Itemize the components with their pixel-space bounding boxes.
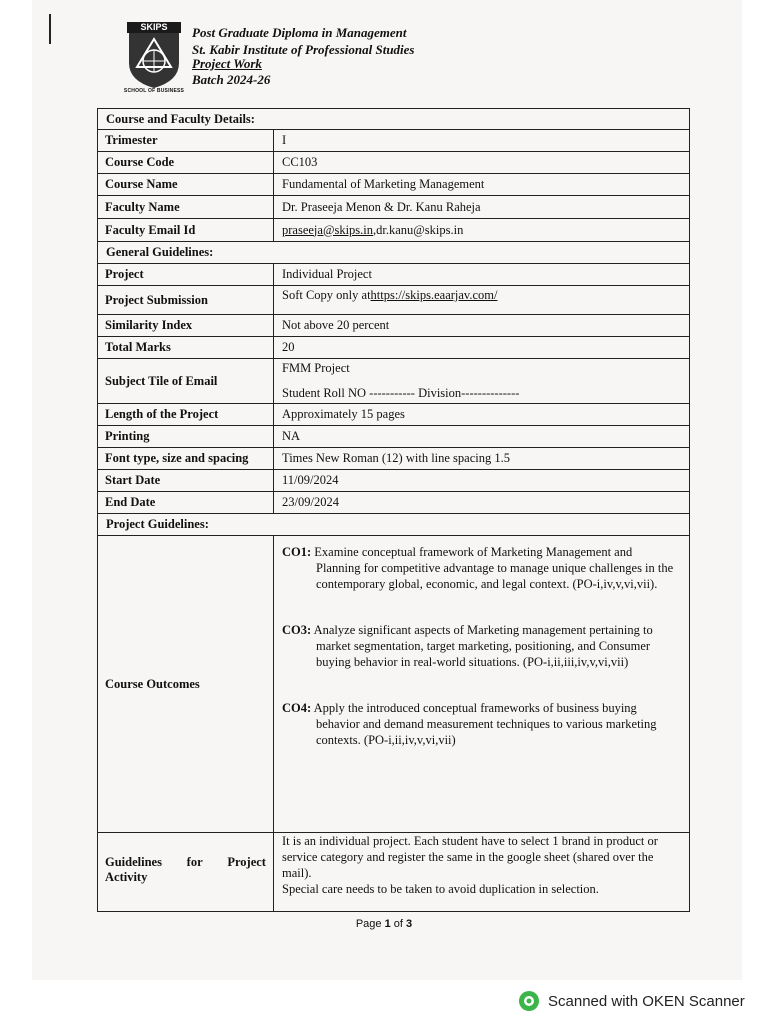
guidelines-row: [98, 832, 689, 911]
email-dr-kanu: ,dr.kanu@skips.in: [373, 222, 464, 237]
header-batch: Batch 2024-26: [192, 72, 271, 87]
table-row: End Date 23/09/2024: [98, 491, 689, 513]
course-outcomes-row: Course Outcomes CO1: Examine conceptual framework of Marketing Management and Planning for competitive advantage to manage unique challenges in the contemporary global, economic, and legal context. (PO-i,iv,v,vi,vii). CO3: Analyze significant aspects of Marketing management pertaining to market segmentation, target marketing, positioning, and Consumer buying behavior in real-world situations. (PO-i,ii,iii,iv,v,vi,vii) CO4: Apply the introduced conceptual frameworks of business buying behavior and demand measurement techniques to various marketing contexts. (PO-i,ii,iv,v,vi,vii): [98, 535, 689, 832]
section-project-guidelines: Project Guidelines:: [98, 513, 689, 535]
table-row: Project Individual Project: [98, 263, 689, 285]
logo-caption: SCHOOL OF BUSINESS: [123, 88, 185, 94]
section-course-faculty: Course and Faculty Details:: [106, 111, 255, 126]
course-outcome-co4: CO4: Apply the introduced conceptual frameworks of business buying behavior and demand measurement techniques to various marketing contexts. (PO-i,ii,iv,v,vi,vii): [282, 701, 657, 747]
section-general-guidelines: General Guidelines:: [98, 241, 689, 263]
submission-link[interactable]: https://skips.eaarjav.com/: [370, 288, 498, 302]
table-row: Project Submission Soft Copy only at https://skips.eaarjav.com/: [98, 285, 689, 314]
scanner-watermark: [518, 990, 745, 1012]
table-row: Course Code CC103: [98, 151, 689, 173]
logo-text: SKIPS: [127, 22, 181, 33]
scanner-text: Scanned with OKEN Scanner: [548, 992, 745, 1010]
table-row: Faculty Name Dr. Praseeja Menon & Dr. Kanu Raheja: [98, 195, 689, 218]
course-outcome-co1: CO1: Examine conceptual framework of Marketing Management and Planning for competitive advantage to manage unique challenges in the contemporary global, economic, and legal context. (PO-i,iv,v,vi,vii).: [282, 545, 674, 591]
table-row: Course Name Fundamental of Marketing Management: [98, 173, 689, 195]
course-outcome-co3: CO3: Analyze significant aspects of Marketing management pertaining to market segmentation, target marketing, positioning, and Consumer buying behavior in real-world situations. (PO-i,ii,iii,iv,v,vi,vii): [282, 623, 653, 669]
table-row: Trimester I: [98, 129, 689, 151]
pen-mark: [49, 14, 51, 44]
guidelines-label: Guidelines for Project Activity: [98, 833, 274, 911]
table-row: Printing NA: [98, 425, 689, 447]
skips-logo: [127, 22, 181, 88]
faculty-emails: [274, 219, 689, 241]
email-link-praseeja[interactable]: praseeja@skips.in: [282, 222, 374, 237]
page-number: Page 1 of 3: [355, 918, 413, 930]
table-row: Length of the Project Approximately 15 pages: [98, 403, 689, 425]
table-row: Similarity Index Not above 20 percent: [98, 314, 689, 336]
table-row: Start Date 11/09/2024: [98, 469, 689, 491]
oken-scanner-icon: [518, 990, 540, 1012]
guidelines-text: It is an individual project. Each student have to select 1 brand in product or service category and register the same in the google sheet (shared over the mail). Special care needs to be taken to avoid duplication in selection.: [282, 834, 658, 896]
table-row: Subject Tile of Email FMM Project Student Roll NO ----------- Division--------------: [98, 358, 689, 403]
header-project-work: Project Work: [192, 56, 262, 71]
logo-shield-icon: [127, 33, 181, 88]
project-details-table: [97, 108, 690, 912]
header-institute: St. Kabir Institute of Professional Studies: [192, 42, 415, 57]
table-row: Total Marks 20: [98, 336, 689, 358]
table-row: Font type, size and spacing Times New Roman (12) with line spacing 1.5: [98, 447, 689, 469]
course-outcomes-list: [274, 536, 689, 832]
table-row: Faculty Email Id praseeja@skips.in ,dr.kanu@skips.in: [98, 218, 689, 241]
header-program: Post Graduate Diploma in Management: [192, 25, 407, 40]
